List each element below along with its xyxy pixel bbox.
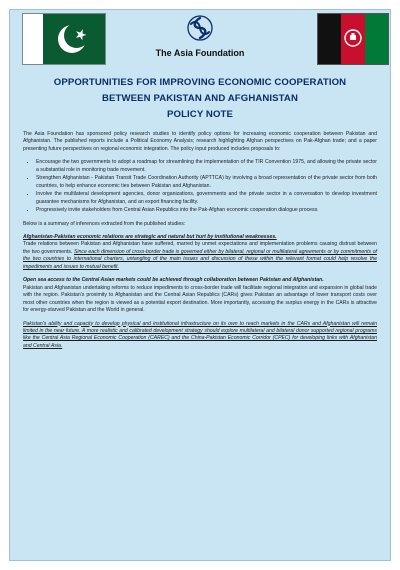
proposal-item: • Involve the multilateral development agencies, donor organizations, governments and the private sector in a conversation to develop investment guarantee mechanisms for Afghanistan, and an export financing facility. — [36, 191, 377, 206]
title-line-2: BETWEEN PAKISTAN AND AFGHANISTAN — [102, 93, 298, 104]
section-2-text: Pakistan and Afghanistan undertaking reforms to reduce impediments to cross-border trade will facilitate regional integration and expansion in global trade with the region. Pakistan's proximity to Afghanistan and the Central Asian Republics (CARs) gives Pakistan an advantage of lower transport costs over most other countries when the region is viewed as a potential export destination. More importantly, accessing the surplus energy in the CARs is attractive for energy-starved Pakistan and the World in general. — [23, 284, 377, 314]
proposal-item: • Progressively invite stakeholders from Central Asian Republics into the Pak-Afghan economic cooperation dialogue process. — [36, 207, 377, 214]
afghanistan-flag-icon — [317, 13, 389, 65]
section-2-heading: Open sea access to the Central Asian markets could be achieved through collaboration between Pakistan and Afghanistan. — [23, 277, 324, 284]
section-2 — [23, 277, 377, 314]
proposal-item: • Strengthen Afghanistan - Pakistan Transit Trade Coordination Authority (APTTCA) by involving a broad representation of the private sector from both countries, to help enhance economic ties between Pakistan and Afghanistan. — [36, 175, 377, 190]
summary-intro: Below is a summary of inferences extracted from the published studies: — [23, 220, 186, 227]
organization-name: The Asia Foundation — [155, 48, 245, 58]
intro-paragraph: The Asia Foundation has sponsored policy research studies to identify policy options for increasing economic cooperation between Pakistan and Afghanistan. The published reports include a Political Economy Analysis; research highlighting Afghan perspectives on Pak-Afghan trade; and a paper presenting future perspectives on regional economic integration. The policy input produced includes proposals to: — [23, 131, 377, 152]
section-1-emphasis: Since each dimension of cross-border trade is governed either by bilateral, regional or multilateral agreements or by commitments of the two countries to international charters, untangling of the main issues and discussion of these within the relevant format could help resolve the impediments and issues to mutual benefit. — [23, 248, 377, 270]
asia-foundation-swirl-icon — [185, 14, 215, 47]
header — [10, 10, 390, 68]
section-1 — [23, 234, 377, 271]
title-line-1: OPPORTUNITIES FOR IMPROVING ECONOMIC COOPERATION — [53, 77, 347, 88]
proposal-list — [23, 159, 377, 214]
title-line-3: POLICY NOTE — [167, 109, 233, 120]
proposal-item: • Encourage the two governments to adopt a roadmap for streamlining the implementation of the TIR Convention 1975, and allowing the private sector a substantial role in monitoring trade movement. — [36, 159, 377, 174]
section-1-text: Trade relations between Pakistan and Afghanistan have suffered, marred by unmet expectations and implementation problems causing distrust between the two governments. — [23, 241, 377, 255]
closing-paragraph: Pakistan's ability and capacity to develop physical and institutional infrastructure on its own to reach markets in the CARs and Afghanistan will remain limited in the near future. A more realistic and calibrated development strategy should explore multilateral and bilateral donor supported regional programs like the Central Asia Regional Economic Cooperation (CAREC) and the China-Pakistan Economic Corridor (CPEC) for developing links with Afghanistan and Central Asia. — [23, 320, 377, 349]
section-1-heading: Afghanistan-Pakistan economic relations are strategic and natural but hurt by institutional weaknesses. — [23, 233, 277, 240]
document-title — [10, 75, 390, 123]
policy-note-page — [9, 9, 391, 561]
document-body — [23, 131, 377, 356]
